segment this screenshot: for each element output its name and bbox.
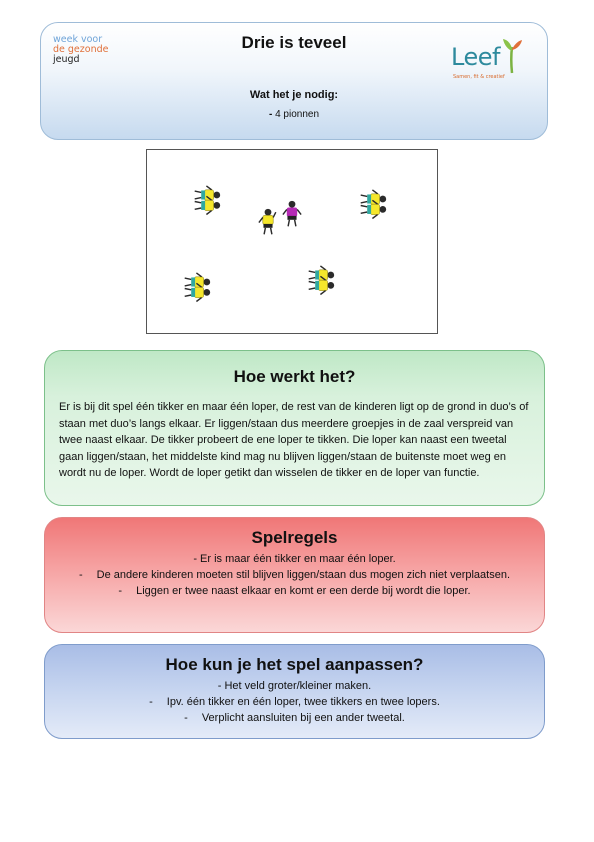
page-title: Drie is teveel (241, 33, 347, 52)
adapt-dash: - (149, 696, 153, 708)
adapt-item: - Het veld groter/kleiner maken. (217, 680, 372, 692)
sprout-icon (501, 37, 523, 75)
pair-top-left (195, 186, 220, 215)
leef-logo (451, 37, 521, 92)
rule-item (45, 567, 544, 583)
how-heading: Hoe werkt het? (233, 367, 356, 386)
pair-bottom-left (185, 273, 210, 302)
brand-line-3: jeugd (53, 54, 80, 65)
play-field-diagram (146, 149, 438, 334)
leef-logo-tagline: Samen, fit & creatief (453, 74, 505, 80)
adapt-game-panel (44, 644, 545, 739)
field-drawing (147, 150, 436, 332)
adapt-item-text: Verplicht aansluiten bij een ander tweetal. (201, 712, 405, 724)
adapt-dash: - (184, 712, 188, 724)
needs-item-text: 4 pionnen (272, 109, 320, 120)
rule-dash: - (78, 569, 83, 581)
adapt-item-text: Ipv. één tikker en één loper, twee tikkers en twee lopers. (166, 696, 440, 708)
rules-list (45, 551, 544, 599)
needs-heading: Wat het je nodig: (249, 89, 339, 101)
adapt-item (45, 694, 544, 710)
pair-top-right (361, 190, 386, 219)
pair-bottom-middle (309, 266, 334, 295)
adapt-heading: Hoe kun je het spel aanpassen? (165, 655, 424, 674)
rule-item-text: De andere kinderen moeten stil blijven liggen/staan dus mogen zich niet verplaatsen. (96, 569, 511, 581)
adapt-list (45, 678, 544, 726)
how-text: Er is bij dit spel één tikker en maar één loper, de rest van de kinderen ligt op de grond in duo’s of staan met duo’s langs elkaar. Er liggen/staan dus meerdere groepjes in de zaal verspreid van twee naast elkaar. De tikker probeert de ene loper te tikken. Die loper kan naast een tweetal gaan liggen/staan, het middelste kind mag nu blijven liggen/staan de buitenste moet weg en wordt nu de loper. Wordt de loper getikt dan wisselen de tikker en de loper van functie. (59, 401, 529, 479)
runner-figure (259, 209, 276, 234)
brand-line-1: week voor (53, 34, 103, 45)
rule-dash: - (118, 585, 123, 597)
tagger-figure (283, 201, 301, 226)
needs-item (41, 109, 547, 120)
how-it-works-panel (44, 350, 545, 506)
rules-heading: Spelregels (251, 528, 338, 547)
brand-line-2: de gezonde (53, 44, 109, 55)
rule-item (45, 583, 544, 599)
needs-dash: - (268, 109, 273, 120)
adapt-item (45, 710, 544, 726)
header-panel (40, 22, 548, 140)
leef-logo-word: Leef (451, 43, 500, 71)
rule-item: - Er is maar één tikker en maar één loper. (193, 553, 396, 565)
game-rules-panel (44, 517, 545, 633)
rule-item-text: Liggen er twee naast elkaar en komt er een derde bij wordt die loper. (136, 585, 471, 597)
